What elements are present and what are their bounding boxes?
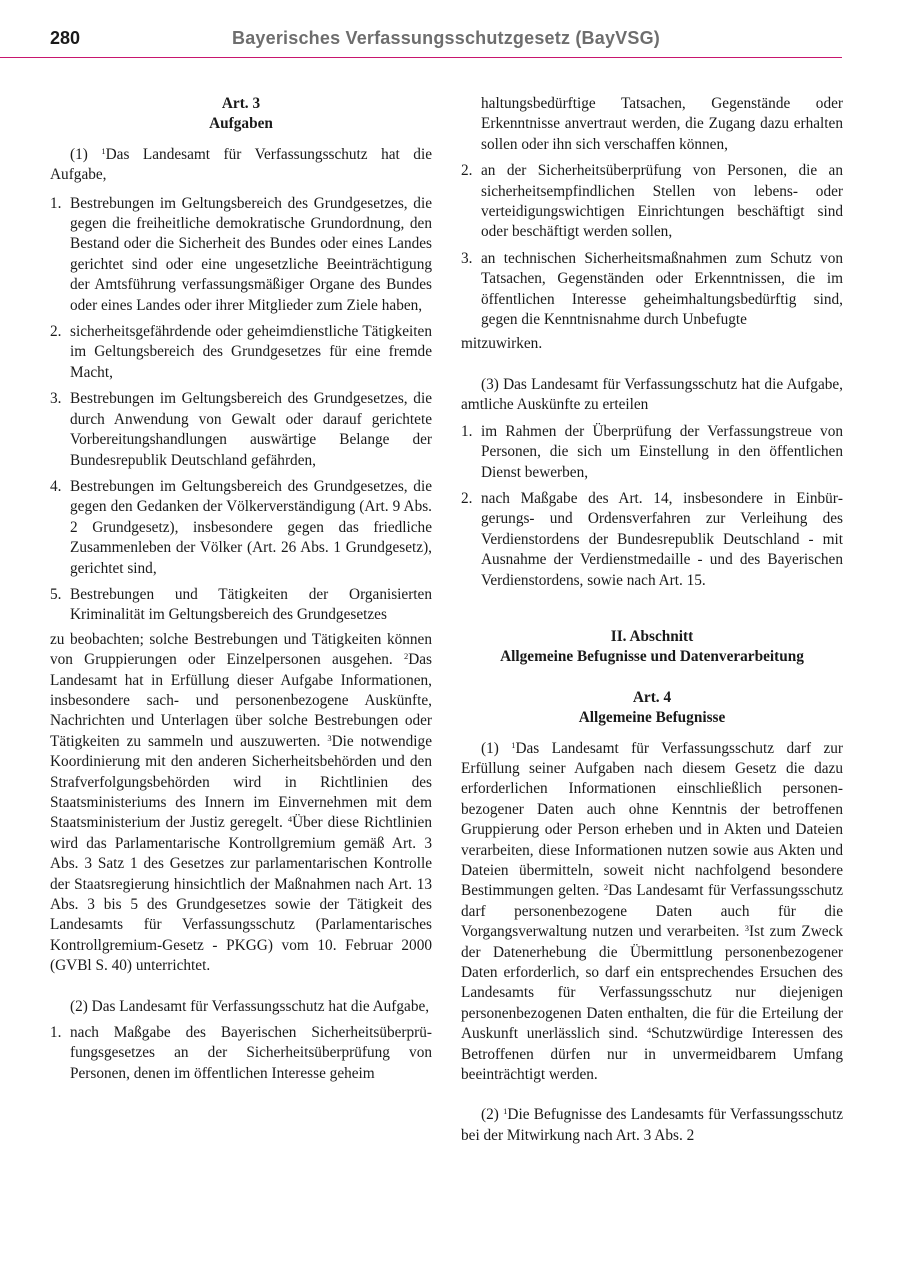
list-item: 2. sicherheitsgefährdende oder geheimdienstliche Tätigkeiten im Geltungsbereich des Grundgesetzes für eine fremde Macht, (50, 323, 432, 381)
section-number: II. Abschnitt (610, 627, 694, 645)
list-item: 3. Bestrebungen im Geltungsbereich des Grundgesetzes, die durch Anwendung von Gewalt oder darauf gerichtete Vorbereitungshandlungen auswärtige Belange der Bundesrepublik Deutschland gefährden, (50, 390, 432, 469)
left-column (50, 94, 432, 1086)
list-item: 1. im Rahmen der Überprüfung der Verfassungstreue von Personen, die sich um Einstellung in den öffentlichen Dienst bewerben, (461, 422, 843, 481)
list-item: 4. Bestrebungen im Geltungsbereich des Grundgesetzes, die gegen den Gedanken der Völkerverständigung (Art. 9 Abs. 2 Grundgesetz), insbesondere gegen das friedliche Zusammenleben der Völker (Art. 26 Abs. 1 Grundgesetz), gerichtet sind, (50, 477, 432, 577)
art3-list-3 (461, 422, 843, 591)
article-3-number: Art. 3 (221, 95, 261, 112)
art3-paragraph-3: (3) Das Landesamt für Verfassungsschutz hat die Aufgabe, amtliche Auskünfte zu erteilen (461, 375, 843, 414)
list-item: 3. an technischen Sicherheitsmaßnahmen zum Schutz von Tatsachen, Gegenständen oder Erkenntnissen, die im öffentlichen Interesse geheimhaltungsbedürftig sind, gegen die Kenntnisnahme durch Unbefugte (461, 249, 843, 329)
running-title: Bayerisches Verfassungsschutzgesetz (BayVSG) (232, 28, 660, 48)
art4-paragraph-2: (2) $^1$Die Befugnisse des Landesamts für Verfassungsschutz bei der Mitwirkung nach Art. 3 Abs. 2 (461, 1106, 843, 1144)
art3-list-1 (50, 194, 432, 626)
art3-paragraph-1: (1) $^1$Das Landesamt für Verfassungsschutz hat die Aufgabe, (50, 145, 432, 184)
list-item: 1. nach Maßgabe des Bayerischen Sicherheitsüberprüfungsgesetzes an der Sicherheitsüberprüfung von Personen, denen im öffentlichen Interesse geheim (50, 1024, 432, 1082)
page-number: 280 (50, 28, 81, 48)
list-item-continuation: haltungsbedürftige Tatsachen, Gegenstände oder Erkenntnisse anvertraut werden, die Zugang dazu erhalten sollen oder ihn sich verschaffen können, (481, 95, 843, 153)
page-header (0, 26, 842, 58)
mitzuwirken-text: mitzuwirken. (461, 335, 543, 353)
list-item: 2. an der Sicherheitsüberprüfung von Personen, die an sicherheitsempfindlichen Stellen von lebens- oder verteidigungswichtigen Einrichtungen beschäftigt sind oder beschäftigt werden sollen, (461, 162, 843, 241)
article-4-title: Allgemeine Befugnisse (578, 709, 726, 727)
article-4-number: Art. 4 (632, 688, 672, 706)
art4-paragraph-1: (1) $^1$Das Landesamt für Verfassungsschutz darf zur Erfüllung seiner Aufgaben nach diesem Gesetz die dazu erforderlichen Informationen einschließlich personenbezogener Daten auch ohne Kenntnis der betroffenen Gruppierung oder Person erheben und in Akten und Dateien verarbeiten, diese Informationen nutzen sowie aus Akten und Dateien übermitteln, soweit nicht nachfolgend besondere Bestimmungen gelten. $^2$Das Landesamt für Verfassungsschutz darf personenbezogene Daten auch für die Vorgangsverwaltung nutzen und verarbeiten. $^3$Ist zum Zweck der Datenerhebung die Übermittlung personenbezogener Daten erforderlich, so darf ein entsprechendes Ersuchen des Landesamts für Verfassungsschutz nur diejenigen personenbezogenen Daten enthalten, die für die Erteilung der Auskunft unerlässlich sind. $^4$Schutzwürdige Interessen des Betroffenen dürfen nur in unvermeidbarem Umfang beeinträchtigt werden. (461, 739, 843, 1084)
list-item: 5. Bestrebungen und Tätigkeiten der Organisierten Kriminalität im Geltungsbereich des Grundgesetzes (50, 585, 432, 624)
art3-list-2 (50, 1023, 432, 1084)
list-item: 1. Bestrebungen im Geltungsbereich des Grundgesetzes, die gegen die freiheitliche demokratische Grundordnung, den Bestand oder die Sicherheit des Bundes oder eines Landes gerichtet sind oder eine ungesetzliche Beeinträchtigung der Amtsführung verfassungsmäßiger Organe des Bundes oder eines Landes oder ihrer Mitglieder zum Ziele haben, (50, 194, 432, 314)
art3-paragraph-1-continuation: zu beobachten; solche Bestrebungen und Tätigkeiten können von Gruppierungen oder Einzelpersonen ausgehen. $^2$Das Landesamt hat in Erfüllung dieser Aufgabe Informationen, insbesondere sach- und personenbezogene Auskünfte, Nachrichten und Unterlagen über solche Bestrebungen oder Tätigkeiten zu sammeln und auszuwerten. $^3$Die notwendige Koordinierung mit den anderen Sicherheitsbehörden und den Strafverfolgungsbehörden wird in Richtlinien des Staatsministeriums des Innern im Einvernehmen mit dem Staatsministerium der Justiz geregelt. $^4$Über diese Richtlinien wird das Parlamentarische Kontrollgremium gemäß Art. 3 Abs. 3 Satz 1 des Gesetzes zur parlamentarischen Kontrolle der Staatsregierung hinsichtlich der Maßnahmen nach Art. 13 Abs. 3 bis 5 des Grundgesetzes sowie der Tätigkeit des Landesamts für Verfassungsschutz (Parlamentarisches Kontrollgremium-Gesetz - PKGG) vom 10. Februar 2000 (GVBl S. 40) unterrichtet. (50, 630, 432, 975)
list-item: 2. nach Maßgabe des Art. 14, insbesondere in Einbürgerungs- und Ordensverfahren zur Verleihung des Verdienstordens der Bundesrepublik Deutschland - mit Ausnahme der Verdienstmedaille - und des Bayerischen Verdienstordens, sowie nach Art. 15. (461, 489, 843, 589)
art3-paragraph-2: (2) Das Landesamt für Verfassungsschutz hat die Aufgabe, (70, 997, 430, 1015)
right-column (461, 94, 843, 1146)
section-title: Allgemeine Befugnisse und Datenverarbeitung (500, 648, 804, 666)
art3-list-2-continued (461, 94, 843, 330)
article-3-title: Aufgaben (209, 115, 273, 133)
